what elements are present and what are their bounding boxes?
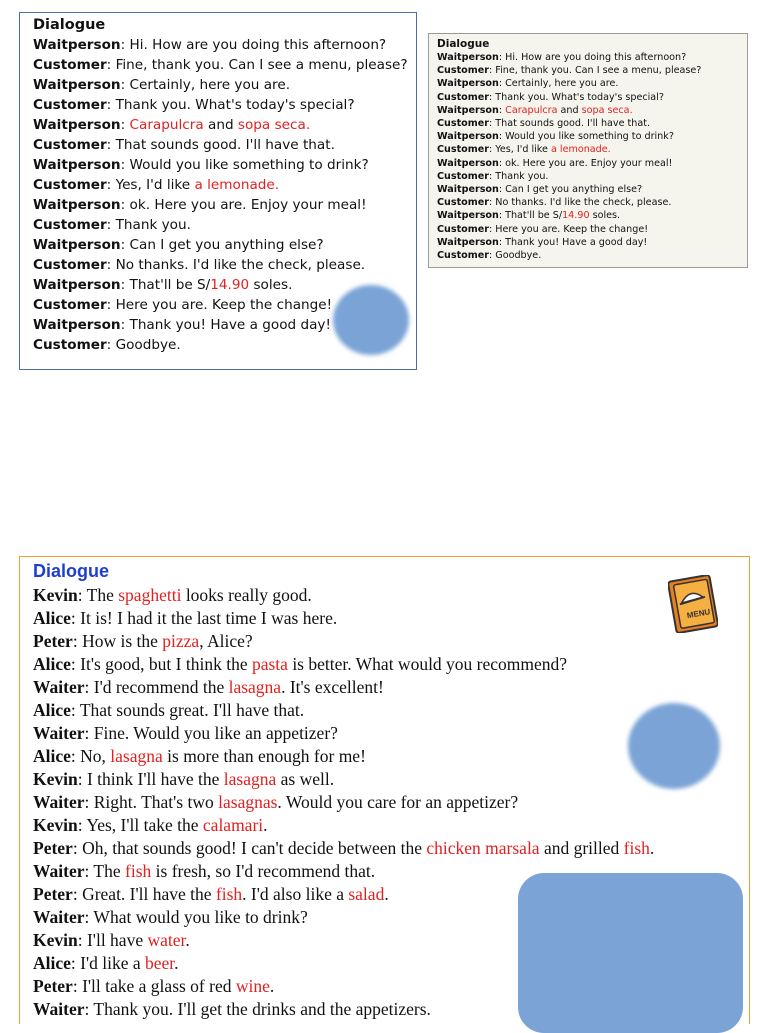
speaker-name: Waiter bbox=[33, 861, 85, 881]
dialogue-text: : What would you like to drink? bbox=[84, 907, 308, 927]
dialogue-text: looks really good. bbox=[181, 585, 312, 605]
speaker-name: Waitperson bbox=[437, 131, 499, 143]
dialogue-line bbox=[33, 676, 749, 699]
dialogue-line bbox=[437, 157, 747, 170]
dialogue-text: . bbox=[263, 815, 268, 835]
highlighted-term: salad bbox=[348, 884, 385, 904]
dialogue-line bbox=[437, 64, 747, 77]
highlighted-term: Carapulcra bbox=[505, 104, 558, 116]
speaker-name: Waitperson bbox=[437, 78, 499, 90]
speaker-name: Alice bbox=[33, 953, 71, 973]
dialogue-title: Dialogue bbox=[33, 17, 106, 33]
highlighted-term: Carapulcra bbox=[129, 117, 204, 133]
dialogue-title: Dialogue bbox=[33, 561, 110, 581]
speaker-name: Waitperson bbox=[33, 157, 121, 173]
dialogue-text: : Fine. Would you like an appetizer? bbox=[84, 723, 338, 743]
dialogue-text: : Here you are. Keep the change! bbox=[489, 223, 649, 235]
dialogue-text: : That sounds great. I'll have that. bbox=[70, 700, 305, 720]
dialogue-text: : Yes, I'll take the bbox=[77, 815, 203, 835]
speaker-name: Waitperson bbox=[33, 117, 121, 133]
dialogue-line bbox=[33, 653, 749, 676]
dialogue-text: : Goodbye. bbox=[489, 250, 542, 262]
dialogue-line bbox=[33, 791, 749, 814]
dialogue-text: : Certainly, here you are. bbox=[498, 78, 619, 90]
speaker-name: Waiter bbox=[33, 907, 85, 927]
speaker-name: Kevin bbox=[33, 815, 78, 835]
dialogue-text: : Thank you. I'll get the drinks and the appetizers. bbox=[84, 999, 431, 1019]
speaker-name: Waitperson bbox=[437, 210, 499, 222]
dialogue-text: : That sounds good. I'll have that. bbox=[489, 118, 651, 130]
speaker-name: Customer bbox=[437, 118, 489, 130]
speaker-name: Alice bbox=[33, 746, 71, 766]
speaker-name: Customer bbox=[33, 337, 107, 353]
dialogue-line bbox=[437, 209, 747, 222]
dialogue-text: : bbox=[120, 117, 130, 133]
dialogue-text: : Thank you. What's today's special? bbox=[106, 97, 355, 113]
dialogue-text: : Thank you! Have a good day! bbox=[120, 317, 331, 333]
dialogue-text: : Would you like something to drink? bbox=[120, 157, 369, 173]
dialogue-text: : That sounds good. I'll have that. bbox=[106, 137, 335, 153]
dialogue-text: : Thank you. bbox=[106, 217, 191, 233]
dialogue-text: : Can I get you anything else? bbox=[120, 237, 324, 253]
speaker-name: Peter bbox=[33, 976, 73, 996]
dialogue-text: is fresh, so I'd recommend that. bbox=[151, 861, 376, 881]
dialogue-line bbox=[33, 837, 749, 860]
highlighted-term: calamari bbox=[202, 815, 264, 835]
dialogue-text: : The bbox=[84, 861, 126, 881]
dialogue-text: : Here you are. Keep the change! bbox=[106, 297, 333, 313]
speaker-name: Peter bbox=[33, 884, 73, 904]
highlighted-term: a lemonade. bbox=[194, 177, 280, 193]
speaker-name: Customer bbox=[33, 177, 107, 193]
dialogue-text: soles. bbox=[589, 210, 621, 222]
speaker-name: Alice bbox=[33, 654, 71, 674]
dialogue-text: : Fine, thank you. Can I see a menu, please? bbox=[489, 65, 702, 77]
dialogue-line bbox=[437, 77, 747, 90]
dialogue-line bbox=[33, 175, 416, 195]
dialogue-line bbox=[437, 51, 747, 64]
menu-book-icon bbox=[668, 575, 718, 633]
highlighted-term: 14.90 bbox=[562, 210, 590, 222]
speaker-name: Alice bbox=[33, 700, 71, 720]
speaker-name: Waitperson bbox=[437, 52, 499, 63]
dialogue-text: . bbox=[185, 930, 190, 950]
dialogue-line bbox=[437, 130, 747, 143]
dialogue-text: and bbox=[557, 104, 582, 116]
dialogue-text: : It is! I had it the last time I was here. bbox=[70, 608, 338, 628]
speaker-name: Customer bbox=[437, 91, 489, 103]
highlighted-term: lasagnas bbox=[218, 792, 278, 812]
dialogue-text: : ok. Here you are. Enjoy your meal! bbox=[120, 197, 367, 213]
dialogue-lines bbox=[437, 51, 747, 262]
dialogue-line bbox=[33, 115, 416, 135]
speaker-name: Customer bbox=[437, 197, 489, 209]
dialogue-line bbox=[33, 255, 416, 275]
dialogue-line bbox=[33, 607, 749, 630]
dialogue-text: : I'd recommend the bbox=[84, 677, 229, 697]
dialogue-text: : Oh, that sounds good! I can't decide between the bbox=[72, 838, 427, 858]
dialogue-text: . I'd also like a bbox=[242, 884, 349, 904]
dialogue-text: : No, bbox=[70, 746, 111, 766]
highlighted-term: sopa seca. bbox=[581, 104, 633, 116]
speaker-name: Customer bbox=[33, 57, 107, 73]
dialogue-text: : No thanks. I'd like the check, please. bbox=[106, 257, 366, 273]
dialogue-text: and bbox=[203, 117, 238, 133]
menu-icon-label: MENU bbox=[686, 607, 711, 621]
dialogue-text: soles. bbox=[249, 277, 293, 293]
dialogue-text: : Thank you. bbox=[489, 170, 549, 182]
dialogue-text: : Great. I'll have the bbox=[72, 884, 216, 904]
highlighted-term: fish bbox=[623, 838, 650, 858]
dialogue-text: . bbox=[384, 884, 389, 904]
highlighted-term: chicken marsala bbox=[426, 838, 540, 858]
dialogue-text: . It's excellent! bbox=[281, 677, 384, 697]
dialogue-text: : That'll be S/ bbox=[120, 277, 211, 293]
dialogue-line bbox=[33, 195, 416, 215]
dialogue-line bbox=[437, 143, 747, 156]
speaker-name: Customer bbox=[437, 223, 489, 235]
highlighted-term: spaghetti bbox=[118, 585, 182, 605]
dialogue-text: : Can I get you anything else? bbox=[498, 184, 643, 196]
dialogue-line bbox=[437, 183, 747, 196]
speaker-name: Customer bbox=[33, 297, 107, 313]
dialogue-line bbox=[437, 91, 747, 104]
dialogue-text: : bbox=[498, 104, 506, 116]
speaker-name: Kevin bbox=[33, 769, 78, 789]
speaker-name: Waitperson bbox=[437, 104, 499, 116]
highlighted-term: wine bbox=[235, 976, 270, 996]
speaker-name: Waitperson bbox=[33, 317, 121, 333]
dialogue-text: : Right. That's two bbox=[84, 792, 219, 812]
dialogue-line bbox=[33, 215, 416, 235]
dialogue-text: : Goodbye. bbox=[106, 337, 181, 353]
speaker-name: Customer bbox=[437, 250, 489, 262]
speaker-name: Waiter bbox=[33, 792, 85, 812]
speaker-name: Customer bbox=[437, 170, 489, 182]
dialogue-text: . bbox=[174, 953, 179, 973]
speaker-name: Waitperson bbox=[33, 77, 121, 93]
dialogue-line bbox=[437, 249, 747, 262]
dialogue-title: Dialogue bbox=[437, 38, 490, 50]
speaker-name: Waitperson bbox=[437, 157, 499, 169]
dialogue-text: : That'll be S/ bbox=[498, 210, 563, 222]
dialogue-line bbox=[33, 814, 749, 837]
speaker-name: Waiter bbox=[33, 723, 85, 743]
dialogue-text: : ok. Here you are. Enjoy your meal! bbox=[498, 157, 673, 169]
dialogue-line bbox=[33, 35, 416, 55]
dialogue-line bbox=[33, 584, 749, 607]
dialogue-text: . Would you care for an appetizer? bbox=[277, 792, 519, 812]
highlighted-term: lasagna bbox=[228, 677, 282, 697]
dialogue-line bbox=[33, 55, 416, 75]
dialogue-text: . bbox=[269, 976, 275, 996]
dialogue-text: . bbox=[649, 838, 655, 858]
dialogue-text: : It's good, but I think the bbox=[70, 654, 252, 674]
speaker-name: Customer bbox=[33, 257, 107, 273]
highlighted-term: fish bbox=[215, 884, 243, 904]
dialogue-line bbox=[33, 235, 416, 255]
dialogue-text: : Hi. How are you doing this afternoon? bbox=[120, 37, 387, 53]
speaker-name: Waitperson bbox=[437, 236, 499, 248]
speaker-name: Waitperson bbox=[33, 37, 121, 53]
redaction-rect bbox=[518, 873, 743, 1033]
dialogue-line bbox=[33, 630, 749, 653]
dialogue-text: and grilled bbox=[539, 838, 624, 858]
dialogue-text: : I'd like a bbox=[70, 953, 146, 973]
dialogue-text: : Yes, I'd like bbox=[106, 177, 195, 193]
dialogue-text: : Thank you. What's today's special? bbox=[489, 91, 664, 103]
speaker-name: Peter bbox=[33, 838, 73, 858]
speaker-name: Customer bbox=[33, 217, 107, 233]
dialogue-line bbox=[437, 236, 747, 249]
speaker-name: Waitperson bbox=[437, 184, 499, 196]
dialogue-line bbox=[437, 104, 747, 117]
highlighted-term: 14.90 bbox=[210, 277, 250, 293]
speaker-name: Waitperson bbox=[33, 237, 121, 253]
dialogue-line bbox=[33, 135, 416, 155]
highlighted-term: pizza bbox=[162, 631, 200, 651]
dialogue-line bbox=[437, 196, 747, 209]
dialogue-text: : No thanks. I'd like the check, please. bbox=[489, 197, 672, 209]
dialogue-line bbox=[33, 75, 416, 95]
highlighted-term: water bbox=[147, 930, 186, 950]
speaker-name: Waitperson bbox=[33, 197, 121, 213]
highlighted-term: lasagna bbox=[223, 769, 277, 789]
dialogue-text: is better. What would you recommend? bbox=[287, 654, 568, 674]
dialogue-text: : How is the bbox=[72, 631, 163, 651]
speaker-name: Customer bbox=[437, 65, 489, 77]
highlighted-term: lasagna bbox=[110, 746, 163, 766]
dialogue-text: : Yes, I'd like bbox=[489, 144, 551, 156]
dialogue-text: as well. bbox=[276, 769, 335, 789]
dialogue-text: is more than enough for me! bbox=[162, 746, 366, 766]
highlighted-term: pasta bbox=[251, 654, 288, 674]
dialogue-text: : Thank you! Have a good day! bbox=[498, 236, 648, 248]
dialogue-box-waitperson-small bbox=[428, 33, 748, 268]
dialogue-text: , Alice? bbox=[199, 631, 253, 651]
highlighted-term: fish bbox=[125, 861, 152, 881]
redaction-blob bbox=[628, 703, 720, 789]
speaker-name: Waitperson bbox=[33, 277, 121, 293]
dialogue-text: : Would you like something to drink? bbox=[498, 131, 674, 143]
speaker-name: Customer bbox=[437, 144, 489, 156]
redaction-blob bbox=[333, 285, 409, 355]
dialogue-text: : I think I'll have the bbox=[77, 769, 224, 789]
speaker-name: Kevin bbox=[33, 930, 78, 950]
dialogue-text: : Certainly, here you are. bbox=[120, 77, 291, 93]
dialogue-text: : Hi. How are you doing this afternoon? bbox=[498, 52, 687, 63]
speaker-name: Kevin bbox=[33, 585, 78, 605]
dialogue-line bbox=[437, 223, 747, 236]
speaker-name: Customer bbox=[33, 137, 107, 153]
dialogue-text: : I'll take a glass of red bbox=[72, 976, 236, 996]
speaker-name: Customer bbox=[33, 97, 107, 113]
dialogue-line bbox=[437, 117, 747, 130]
speaker-name: Waiter bbox=[33, 677, 85, 697]
dialogue-text: : I'll have bbox=[77, 930, 148, 950]
dialogue-line bbox=[33, 155, 416, 175]
highlighted-term: a lemonade. bbox=[550, 144, 611, 156]
dialogue-line bbox=[437, 170, 747, 183]
speaker-name: Peter bbox=[33, 631, 73, 651]
dialogue-text: : Fine, thank you. Can I see a menu, please? bbox=[106, 57, 408, 73]
speaker-name: Waiter bbox=[33, 999, 85, 1019]
dialogue-text: : The bbox=[77, 585, 119, 605]
highlighted-term: sopa seca. bbox=[237, 117, 311, 133]
highlighted-term: beer bbox=[145, 953, 175, 973]
speaker-name: Alice bbox=[33, 608, 71, 628]
dialogue-line bbox=[33, 95, 416, 115]
